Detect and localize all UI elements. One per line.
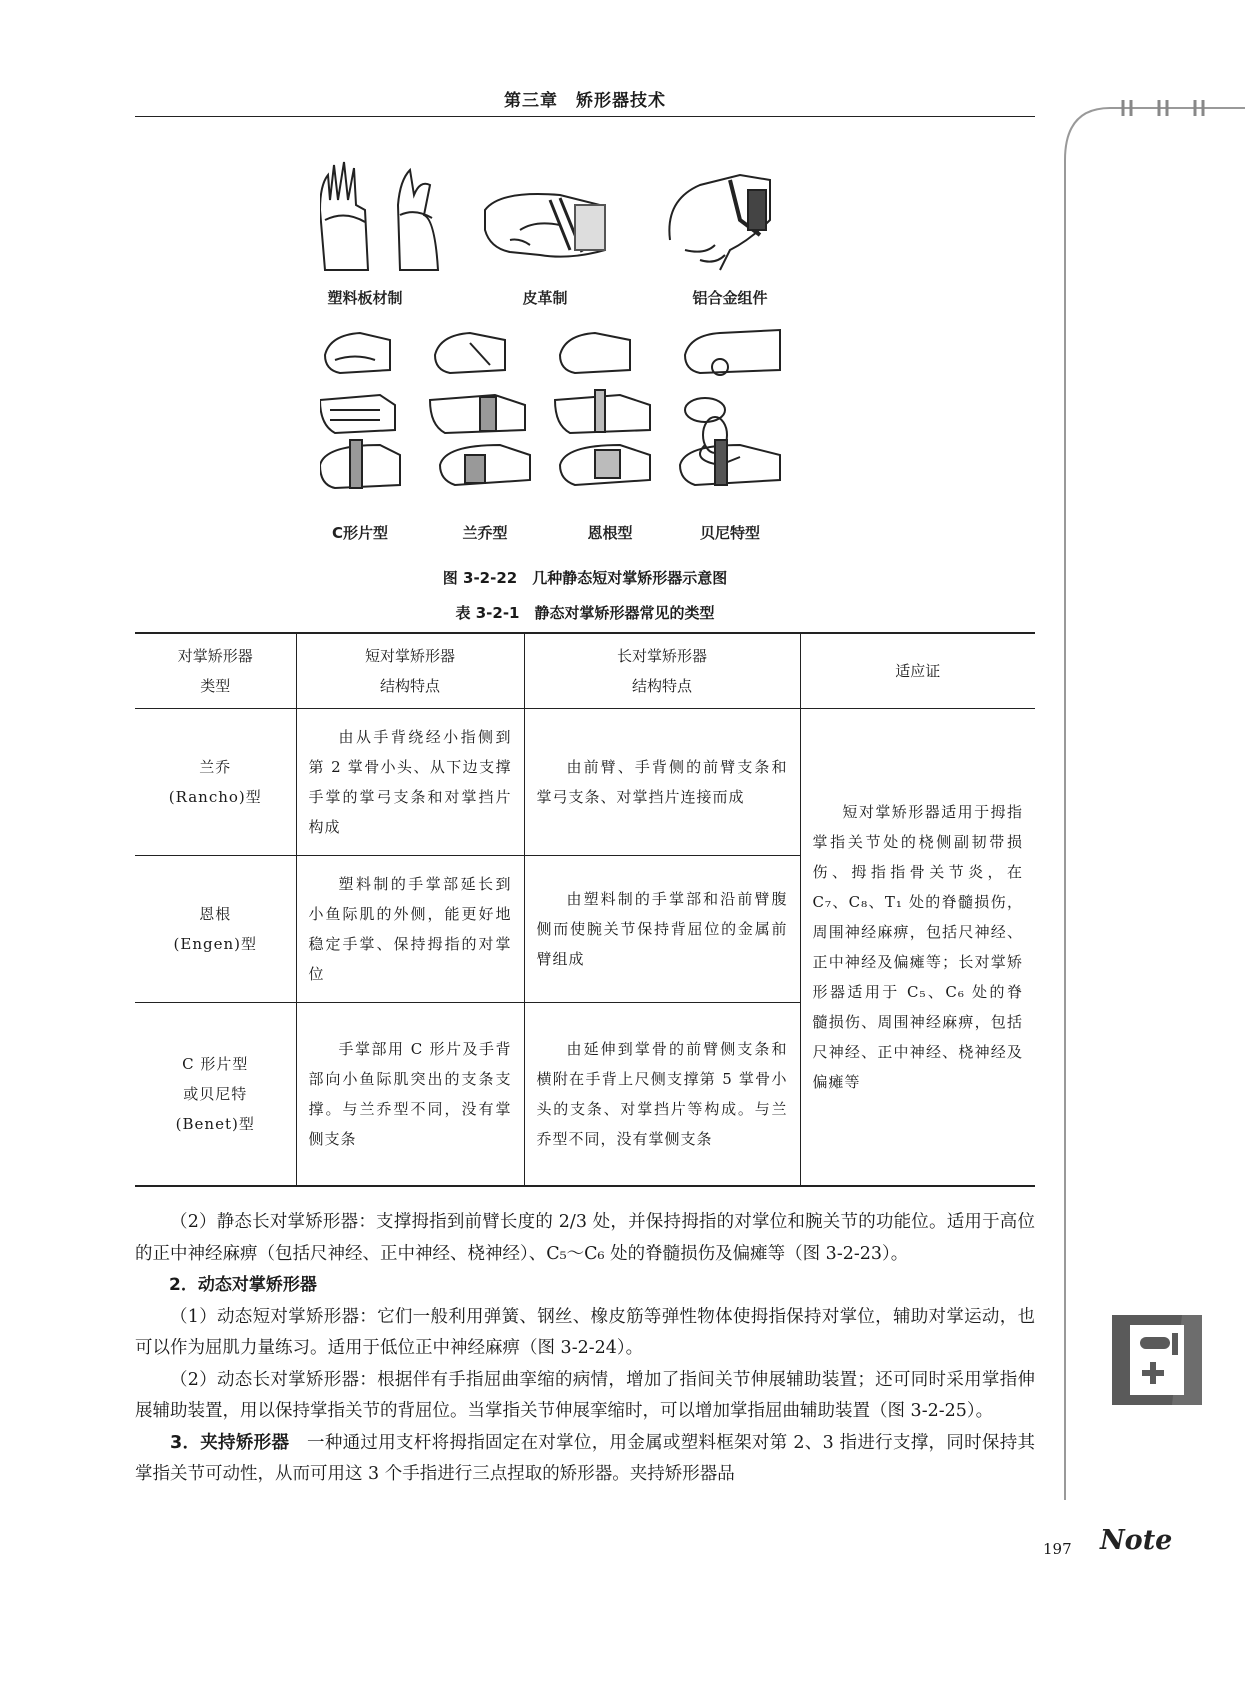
hand-drawing-plastic bbox=[320, 162, 438, 270]
paragraph: （1）动态短对掌矫形器：它们一般利用弹簧、钢丝、橡皮筋等弹性物体使拇指保持对掌位，辅助对掌运动，也可以作为屈肌力量练习。适用于低位正中神经麻痹（图 3-2-24）。 bbox=[135, 1306, 1035, 1358]
paragraph bbox=[135, 1428, 1035, 1491]
body-text bbox=[135, 1207, 1035, 1491]
cell-long: 由延伸到掌骨的前臂侧支条和横附在手背上尺侧支撑第 5 掌骨小头的支条、对掌挡片等构成。与兰乔型不同，没有掌侧支条 bbox=[524, 1003, 800, 1186]
orthosis-illustrations bbox=[320, 160, 860, 560]
col-header-long: 长对掌矫形器 结构特点 bbox=[524, 633, 800, 709]
col-header-short: 短对掌矫形器 结构特点 bbox=[296, 633, 524, 709]
side-decoration bbox=[1055, 100, 1245, 1550]
inline-heading: 3．夹持矫形器 bbox=[170, 1432, 290, 1453]
table-caption: 表 3-2-1 静态对掌矫形器常见的类型 bbox=[455, 604, 715, 622]
cell-type: C 形片型 或贝尼特 (Benet)型 bbox=[135, 1003, 296, 1186]
cell-type: 恩根 (Engen)型 bbox=[135, 856, 296, 1003]
note-icon bbox=[1112, 1315, 1202, 1405]
fig-label-rancho: 兰乔型 bbox=[462, 524, 508, 542]
table-row bbox=[135, 709, 1035, 856]
small-hand-drawings bbox=[320, 330, 780, 488]
hand-drawing-leather bbox=[485, 194, 605, 257]
section-heading: 2．动态对掌矫形器 bbox=[169, 1275, 317, 1295]
cell-short: 由从手背绕经小指侧到第 2 掌骨小头、从下边支撑手掌的掌弓支条和对掌挡片构成 bbox=[296, 709, 524, 856]
col-header-indication: 适应证 bbox=[800, 633, 1035, 709]
header-rule bbox=[135, 116, 1035, 117]
cell-short: 塑料制的手掌部延长到小鱼际肌的外侧，能更好地稳定手掌、保持拇指的对掌位 bbox=[296, 856, 524, 1003]
paragraph-text: 一种通过用支杆将拇指固定在对掌位，用金属或塑料框架对第 2、3 指进行支撑，同时保持其掌指关节可动性，从而可用这 3 个手指进行三点捏取的矫形器。夹持矫形器品 bbox=[135, 1432, 1036, 1484]
paragraph: （2）静态长对掌矫形器：支撑拇指到前臂长度的 2/3 处，并保持拇指的对掌位和腕关节的功能位。适用于高位的正中神经麻痹（包括尺神经、正中神经、桡神经）、C₅～C₆ 处的脊髓损伤及偏瘫等（图 3-2-23）。 bbox=[135, 1212, 1035, 1264]
paragraph: （2）动态长对掌矫形器：根据伴有手指屈曲挛缩的病情，增加了指间关节伸展辅助装置；还可同时采用掌指伸展辅助装置，用以保持掌指关节的背屈位。当掌指关节伸展挛缩时，可以增加掌指屈曲辅助装置（图 3-2-25）。 bbox=[135, 1369, 1035, 1421]
cell-long: 由塑料制的手掌部和沿前臂腹侧而使腕关节保持背屈位的金属前臂组成 bbox=[524, 856, 800, 1003]
fig-label-aluminium: 铝合金组件 bbox=[692, 289, 768, 307]
note-label: Note bbox=[1100, 1525, 1173, 1556]
cell-indication: 短对掌矫形器适用于拇指掌指关节处的桡侧副韧带损伤、拇指指骨关节炎，在 C₇、C₈、T₁ 处的脊髓损伤，周围神经麻痹，包括尺神经、正中神经及偏瘫等；长对掌矫形器适用于 C₅、C₆ 处的脊髓损伤、周围神经麻痹，包括尺神经、正中神经、桡神经及偏瘫等 bbox=[800, 709, 1035, 1186]
fig-label-c-type: C形片型 bbox=[331, 524, 389, 542]
fig-label-plastic: 塑料板材制 bbox=[327, 289, 403, 307]
col-header-type: 对掌矫形器 类型 bbox=[135, 633, 296, 709]
orthosis-table bbox=[135, 632, 1035, 1187]
fig-label-leather: 皮革制 bbox=[522, 289, 568, 307]
orthosis-figure bbox=[320, 160, 860, 560]
table-header-row bbox=[135, 633, 1035, 709]
cell-long: 由前臂、手背侧的前臂支条和掌弓支条、对掌挡片连接而成 bbox=[524, 709, 800, 856]
page-number: 197 bbox=[1043, 1540, 1072, 1558]
hand-drawing-aluminium bbox=[669, 175, 770, 270]
cell-short: 手掌部用 C 形片及手背部向小鱼际肌突出的支条支撑。与兰乔型不同，没有掌侧支条 bbox=[296, 1003, 524, 1186]
cell-type: 兰乔 (Rancho)型 bbox=[135, 709, 296, 856]
fig-label-engen: 恩根型 bbox=[587, 524, 633, 542]
running-header: 第三章 矫形器技术 bbox=[504, 91, 666, 111]
figure-caption: 图 3-2-22 几种静态短对掌矫形器示意图 bbox=[442, 569, 728, 587]
fig-label-benet: 贝尼特型 bbox=[699, 524, 761, 542]
